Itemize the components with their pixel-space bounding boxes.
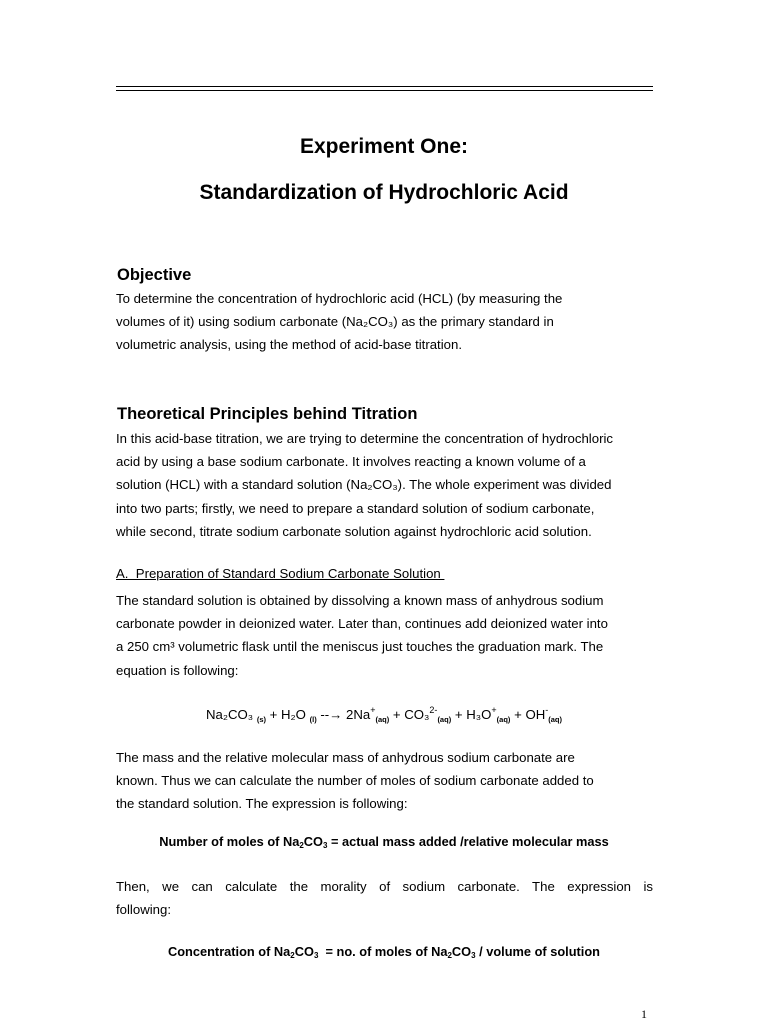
- equation-term: --→ 2Na: [320, 707, 371, 722]
- page-number: 1: [641, 1007, 647, 1021]
- formula-text: CO: [294, 944, 314, 959]
- section-a-line: equation is following:: [116, 662, 239, 678]
- moles-formula: [0, 834, 768, 849]
- mass-line: known. Thus we can calculate the number of moles of sodium carbonate added to: [116, 773, 594, 789]
- morality-paragraph: [116, 875, 653, 921]
- principles-paragraph: [116, 427, 653, 543]
- dissociation-equation: [0, 707, 768, 724]
- experiment-subtitle: Standardization of Hydrochloric Acid: [199, 181, 569, 204]
- header-rule-bottom: [116, 90, 653, 91]
- principles-line: acid by using a base sodium carbonate. It involves reacting a known volume of a: [116, 454, 586, 470]
- formula-subscript: 3: [313, 951, 319, 960]
- formula-subscript: 2: [447, 951, 452, 960]
- formula-text: Number of moles of Na: [159, 834, 300, 849]
- objective-line: volumetric analysis, using the method of acid-base titration.: [116, 337, 462, 353]
- formula-text: Concentration of Na: [168, 944, 291, 959]
- objective-paragraph: [116, 287, 653, 357]
- equation-term: + H₂O: [269, 707, 306, 722]
- principles-heading: Theoretical Principles behind Titration: [117, 405, 418, 423]
- principles-line: solution (HCL) with a standard solution (Na₂CO₃). The whole experiment was divided: [116, 477, 612, 493]
- formula-text: = no. of moles of Na: [318, 944, 448, 959]
- formula-subscript: 2: [290, 951, 295, 960]
- equation-term: Na₂CO₃: [206, 707, 254, 722]
- principles-line: In this acid-base titration, we are trying to determine the concentration of hydrochloric: [116, 431, 613, 446]
- formula-text: CO: [303, 834, 323, 849]
- phase-label: (aq): [375, 715, 390, 724]
- formula-text: / volume of solution: [475, 944, 600, 959]
- experiment-title: Experiment One:: [299, 135, 469, 158]
- charge-label: +: [370, 705, 376, 715]
- formula-text: = actual mass added /relative molecular mass: [327, 834, 609, 849]
- morality-line: following:: [116, 902, 171, 918]
- formula-subscript: 2: [299, 841, 304, 850]
- phase-label: (aq): [548, 715, 562, 724]
- equation-term: + OH: [514, 707, 546, 722]
- objective-line: To determine the concentration of hydrochloric acid (HCL) (by measuring the: [116, 291, 563, 306]
- charge-label: -: [545, 705, 549, 715]
- concentration-formula: [0, 944, 768, 959]
- formula-subscript: 3: [322, 841, 328, 850]
- equation-term: + CO₃: [392, 707, 430, 722]
- principles-line: into two parts; firstly, we need to prepare a standard solution of sodium carbonate,: [116, 500, 595, 516]
- phase-label: (aq): [437, 715, 452, 724]
- principles-line: while second, titrate sodium carbonate solution against hydrochloric acid solution.: [116, 523, 592, 539]
- morality-line: Then, we can calculate the morality of sodium carbonate. The expression is: [116, 879, 653, 894]
- phase-label: (s): [256, 715, 266, 724]
- charge-label: 2-: [429, 705, 438, 715]
- formula-subscript: 3: [471, 951, 476, 960]
- section-a-line: a 250 cm³ volumetric flask until the meniscus just touches the graduation mark. The: [116, 639, 604, 655]
- section-a-line: The standard solution is obtained by dissolving a known mass of anhydrous sodium: [116, 593, 604, 608]
- header-rule-top: [116, 86, 653, 87]
- phase-label: (l): [309, 715, 317, 724]
- mass-paragraph: [116, 746, 653, 816]
- section-a-line: carbonate powder in deionized water. Later than, continues add deionized water into: [116, 616, 608, 632]
- mass-line: the standard solution. The expression is following:: [116, 796, 408, 812]
- equation-term: + H₃O: [454, 707, 492, 722]
- objective-line: volumes of it) using sodium carbonate (Na₂CO₃) as the primary standard in: [116, 314, 554, 330]
- phase-label: (aq): [496, 715, 511, 724]
- charge-label: +: [491, 705, 497, 715]
- formula-text: CO: [451, 944, 472, 959]
- section-a-heading: A. Preparation of Standard Sodium Carbonate Solution: [116, 566, 445, 581]
- mass-line: The mass and the relative molecular mass of anhydrous sodium carbonate are: [116, 750, 575, 765]
- objective-heading: Objective: [117, 266, 192, 284]
- section-a-paragraph: [116, 589, 653, 682]
